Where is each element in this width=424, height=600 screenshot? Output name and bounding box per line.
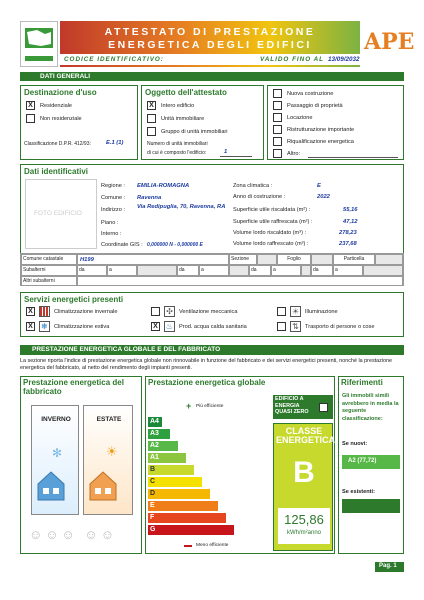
classe-value: B [293,456,315,489]
catasto-foglio-value [311,254,333,265]
riferimenti-box [338,376,404,554]
se-esistenti-label: Se esistenti: [342,489,375,495]
unita-immobiliare-checkbox[interactable] [147,114,156,123]
estate-panel [83,405,133,515]
acs-label: Prod. acqua calda sanitaria [179,324,247,330]
page-footer [375,562,404,572]
classe-indicator [273,423,336,551]
region-logo [20,21,58,67]
passaggio-proprieta-checkbox[interactable] [273,101,282,110]
destinazione-title: Destinazione d'uso [24,88,97,97]
riqualificazione-label: Riqualificazione energetica [287,139,354,145]
classe-label: CLASSE ENERGETICA [276,426,336,445]
catasto-table [20,253,404,286]
foto-edificio-label: FOTO EDIFICIO [34,210,82,217]
locazione-checkbox[interactable] [273,113,282,122]
sub-gap-2 [229,265,249,276]
section-dati-generali-title: DATI GENERALI [40,73,91,80]
passaggio-proprieta-label: Passaggio di proprietà [287,103,343,109]
ape-logo [364,21,415,67]
catasto-particella-value [375,254,403,265]
altri-subalterni-label: Altri subalterni [21,276,77,286]
code-label: CODICE IDENTIFICATIVO: [64,56,164,63]
ape-logo-text: APE [364,29,415,55]
meno-efficiente-label: Meno efficiente [196,543,229,548]
zona-climatica-value: E [317,183,321,189]
catasto-comune-value [77,254,229,265]
interno-label: Interno : [101,231,122,237]
snowflakes-icon: ✻ [52,446,63,460]
gis-label: Coordinate GIS : [101,242,143,248]
catasto-sezione-label: Sezione [229,254,257,265]
ristrutturazione-checkbox[interactable] [273,125,282,134]
sub-a-1: a [107,265,137,276]
ristrutturazione-label: Ristrutturazione importante [287,127,355,133]
intero-edificio-label: Intero edificio [161,103,195,109]
nuovi-class-value: A2 (77,72) [348,458,377,464]
indirizzo-value: Via Redipuglia, 70, Ravenna, RA [137,204,226,210]
piano-label: Piano : [101,220,119,226]
trasporto-label: Trasporto di persone o cose [305,324,375,330]
sub-a-4: a [333,265,363,276]
indice-unit: kWh/m²anno [286,530,321,536]
piu-efficiente-arrow-icon: + [186,401,192,411]
page-number: Pag. 1 [379,563,397,569]
valid-date: 13/09/2032 [328,56,360,63]
sub-a-2: a [199,265,229,276]
riqualificazione-checkbox[interactable] [273,137,282,146]
classificazione-value: E.1 (1) [106,140,124,146]
snowflake-icon: ❄ [39,321,50,332]
globale-title: Prestazione energetica globale [148,378,266,387]
zona-climatica-label: Zona climatica : [233,183,273,189]
dati-identificativi-box [20,164,404,254]
vol-raff-label: Volume lordo raffrescato (m³) : [233,241,309,247]
foto-edificio-placeholder [25,179,97,249]
sup-risc-label: Superficie utile riscaldata (m²) : [233,207,311,213]
altro-checkbox[interactable] [273,149,282,158]
regione-value: EMILIA-ROMAGNA [137,183,190,189]
sup-raff-value: 47,12 [343,219,358,225]
header [20,21,415,67]
catasto-sezione-value [257,254,277,265]
oggetto-title: Oggetto dell'attestato [145,88,227,97]
ventilazione-label: Ventilazione meccanica [179,309,238,315]
smiley-row: ☺☺☺ ☺☺ [29,527,117,542]
region-emblem-icon [21,22,57,66]
energy-class-a4: A4 [148,417,162,427]
esistenti-class-arrow [342,499,400,513]
house-warm-icon [88,468,118,502]
prestazione-description: La sezione riporta l'indice di prestazione energetica globale non rinnovabile in funzione del fabbricato e dei servizi energetici presenti, nonché la prestazione energetica del fabbricato, al netto del rendimento degli impianti presenti. [20,358,393,371]
elevator-icon: ⇅ [290,321,301,332]
clima-inv-checkbox[interactable]: X [26,307,35,316]
servizi-title: Servizi energetici presenti [24,295,124,304]
gruppo-unita-checkbox[interactable] [147,127,156,136]
catasto-foglio-label: Foglio [277,254,311,265]
intero-edificio-checkbox[interactable]: X [147,101,156,110]
anno-costruzione-value: 2022 [317,194,330,200]
numero-unita-label-2: di cui è composto l'edificio: [147,150,207,156]
altro-label: Altro: [287,151,301,157]
sub-da-2: da [177,265,199,276]
vol-raff-value: 237,68 [339,241,357,247]
energy-scale [148,417,268,537]
section-dati-generali [20,72,404,81]
regione-label: Regione : [101,183,125,189]
anno-costruzione-label: Anno di costruzione : [233,194,286,200]
comune-value: Ravenna [137,195,162,201]
nuova-costruzione-checkbox[interactable] [273,89,282,98]
house-cold-icon [36,468,66,502]
energy-class-d: D [148,489,210,499]
ventilazione-checkbox[interactable] [151,307,160,316]
sun-icon: ☀ [106,444,118,459]
inverno-panel [31,405,79,515]
subalterni-label: Subalterni [21,265,77,276]
riferimenti-title: Riferimenti [341,378,383,387]
energy-class-b: B [148,465,194,475]
oggetto-box [141,85,264,160]
estate-label: ESTATE [96,416,122,423]
sub-da-1: da [77,265,107,276]
sub-da-4: da [311,265,333,276]
catasto-comune-label: Comune catastale [21,254,77,265]
nuova-costruzione-label: Nuova costruzione [287,91,334,97]
comune-label: Comune : [101,195,126,201]
piu-efficiente-label: Più efficiente [196,404,224,409]
title-line-1: ATTESTATO DI PRESTAZIONE [104,26,316,38]
energy-class-g: G [148,525,234,535]
sup-risc-value: 55,16 [343,207,358,213]
non-residenziale-checkbox[interactable] [26,114,35,123]
indice-value: 125,86 [284,512,324,527]
sub-gap-4 [363,265,403,276]
energy-class-a1: A1 [148,453,186,463]
code-bar [60,54,360,65]
energy-class-e: E [148,501,218,511]
non-residenziale-label: Non residenziale [40,116,82,122]
indirizzo-label: Indirizzo : [101,207,125,213]
lightbulb-icon: ☀ [291,307,300,316]
valid-label: VALIDO FINO AL [260,56,325,63]
destinazione-box [20,85,138,160]
vol-risc-label: Volume lordo riscaldato (m³) : [233,230,307,236]
fabbricato-box [20,376,142,554]
energy-class-a3: A3 [148,429,170,439]
trasporto-checkbox[interactable] [277,322,286,331]
indice-box [278,508,330,544]
sub-da-3: da [249,265,271,276]
clima-est-label: Climatizzazione estiva [54,324,110,330]
residenziale-checkbox[interactable]: X [26,101,35,110]
meno-efficiente-arrow [184,545,192,547]
energy-class-f: F [148,513,226,523]
gis-value: 0,000000 N - 0,000000 E [147,242,203,248]
title-banner [60,21,360,67]
sub-a-3: a [271,265,301,276]
fan-icon: ✣ [164,306,175,317]
title-line-2: ENERGETICA DEGLI EDIFICI [108,39,312,51]
sup-raff-label: Superficie utile raffrescata (m²) : [233,219,313,225]
fabbricato-title: Prestazione energetica del fabbricato [23,378,124,396]
globale-box [145,376,335,554]
se-nuovi-label: Se nuovi: [342,441,368,447]
motivo-box [267,85,404,160]
dati-identificativi-title: Dati identificativi [24,167,89,176]
illuminazione-label: Illuminazione [305,309,338,315]
energy-class-c: C [148,477,202,487]
clima-est-checkbox[interactable]: X [26,322,35,331]
unita-immobiliare-label: Unità immobiliare [161,116,205,122]
numero-unita-label-1: Numero di unità immobiliari [147,141,208,147]
clima-inv-label: Climatizzazione invernale [54,309,118,315]
catasto-particella-label: Particella [333,254,375,265]
nzeb-label: EDIFICIO A ENERGIA QUASI ZERO [275,396,309,415]
energy-class-a2: A2 [148,441,178,451]
section-prestazione-title: PRESTAZIONE ENERGETICA GLOBALE E DEL FABBRICATO [32,346,221,353]
hot-water-icon: ♨ [165,322,174,331]
servizi-box [20,292,404,337]
nuovi-class-arrow [342,455,400,469]
gruppo-unita-label: Gruppo di unità immobiliari [161,129,228,135]
acs-checkbox[interactable]: X [151,322,160,331]
nzeb-box [273,395,333,419]
inverno-label: INVERNO [41,416,71,423]
sub-gap-1 [137,265,177,276]
residenziale-label: Residenziale [40,103,73,109]
radiator-icon [39,306,50,317]
nzeb-checkbox[interactable] [319,403,328,412]
classificazione-label: Classificazione D.P.R. 412/93: [24,141,91,147]
locazione-label: Locazione [287,115,313,121]
sub-gap-3 [301,265,311,276]
vol-risc-value: 278,23 [339,230,357,236]
altro-underline [308,157,398,158]
numero-unita-value: 1 [224,149,228,155]
riferimenti-text: Gli immobili simili avrebbero in media la seguente classificazione: [342,393,399,422]
catasto-comune-code: H199 [80,257,94,263]
illuminazione-checkbox[interactable] [277,307,286,316]
section-prestazione [20,345,404,355]
numero-unita-underline [220,156,252,157]
altri-subalterni-value [77,276,403,286]
